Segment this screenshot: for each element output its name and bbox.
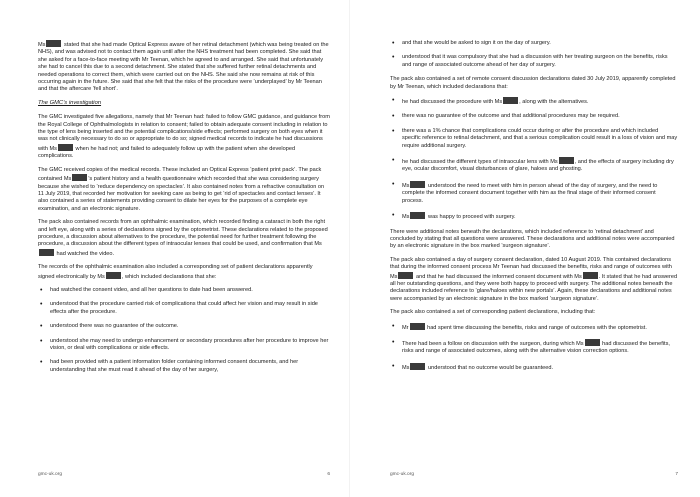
footer-site: gmc-uk.org bbox=[390, 472, 414, 477]
list-item: • understood that the procedure carried risk of complications that could affect her vision and may result in side effects after the procedure. bbox=[38, 301, 330, 316]
redaction-block bbox=[72, 174, 87, 181]
list-item: • he had discussed the different types of intraocular lens with Ms , and the effects of surgery including dry eye, ocular discomfort, visual disturbances of glare, haloes and ghosting. bbox=[390, 157, 678, 174]
page-6-content bbox=[38, 40, 330, 381]
paragraph-patient-declarations: The records of the ophthalmic examination also included a corresponding set of patient declarations apparently signed electronically by Ms , which included declarations that she: bbox=[38, 264, 313, 280]
list-item: • had watched the consent video, and all her questions to date had been answered. bbox=[38, 287, 330, 294]
list-item: • Ms was happy to proceed with surgery. bbox=[390, 212, 678, 221]
list-item: • understood there was no guarantee of the outcome. bbox=[38, 323, 330, 330]
paragraph-patient-corresponding: The pack also contained a set of corresponding patient declarations, including that: bbox=[390, 309, 596, 316]
list-item: • understood that it was compulsory that she had a discussion with her treating surgeon on the benefits, risks and range of associated outcome ahead of her day of surgery. bbox=[390, 54, 678, 69]
list-item: • there was no guarantee of the outcome and that additional procedures may be required. bbox=[390, 113, 678, 120]
redaction-block bbox=[559, 157, 574, 164]
list-item: • Mr had spent time discussing the benefits, risks and range of outcomes with the optometrist. bbox=[390, 323, 678, 332]
paragraph-allegations: The GMC investigated five allegations, namely that Mr Teenan had: failed to follow GMC guidance, and guidance from the Royal College of Ophthalmologists in relation to consent; failed to obtain adequate consent including in relation to the type of lens being inserted and the potential complications/side effects; performed surgery on both eyes when it was not clinically necessary to do so or appropriate to do so; signed medical records to indicate he had discussions with Ms when he had not; and failed to adequately follow up with the patient when she developed complications. bbox=[38, 114, 330, 160]
redaction-block bbox=[585, 339, 600, 346]
redaction-block bbox=[583, 272, 598, 279]
declaration-list bbox=[38, 287, 330, 374]
list-item: • he had discussed the procedure with Ms , along with the alternatives. bbox=[390, 97, 678, 106]
redaction-block bbox=[410, 181, 425, 188]
paragraph-medical-records: The GMC received copies of the medical records. These included an Optical Express ‘patient print pack’. The pack contained Ms ’s patient history and a health questionnaire which recorded that she was considering surgery because she wished to ‘reduce dependency on spectacles’. It also contained notes from a refractive consultation on 11 July 2019, that recorded her motivation for seeking care as being to get ‘rid of spectacles and contact lenses’. It also contained a series of statements providing consent to dilate her eyes for the purposes of a complete eye examination, and an electronic signature. bbox=[38, 166, 325, 212]
paragraph-remote-consent: The pack also contained a set of remote consent discussion declarations dated 30 July 2019, apparently completed by Mr Teenan, which included declarations that: bbox=[390, 76, 676, 90]
page-number: 6 bbox=[327, 472, 330, 477]
page-7-content bbox=[390, 40, 678, 379]
list-item: • There had been a follow on discussion with the surgeon, during which Ms had discussed the benefits, risks and range of associated outcomes, along with the alternative vision correction options. bbox=[390, 339, 678, 356]
redaction-block bbox=[106, 272, 121, 279]
page-number: 7 bbox=[675, 472, 678, 477]
redaction-block bbox=[39, 249, 54, 256]
page-footer bbox=[38, 472, 330, 477]
continued-list bbox=[390, 40, 678, 69]
paragraph-patient-account: Ms stated that she had made Optical Express aware of her retinal detachment (which was being treated on the NHS), and was advised not to contact them again until after the NHS treatment had been completed. She said that she asked for a face-to-face meeting with Mr Teenan, which he agreed to and arranged. She said that unfortunately she had to cancel this due to a second detachment. She stated that she suffered further retinal detachments and needed operations to correct them, which were carried out on the NHS. She said she now remains at risk of this occurring again in the future. She said that she felt that the risks of the procedure were ‘underplayed’ by Mr Teenan and that the aftercare ‘fell short’. bbox=[38, 42, 329, 93]
paragraph-ophthalmic-exam: The pack also contained records from an ophthalmic examination, which recorded finding a cataract in both the right and left eye, along with a series of declarations signed by the optometrist. These declarations related to the proposed procedure, a discussion about alternatives to the procedure, the potential need for further treatment following the procedure, a discussion about the different types of intraocular lenses that could be used, and confirmation that Ms had watched the video. bbox=[38, 219, 328, 257]
section-heading: The GMC’s investigation bbox=[38, 99, 102, 106]
page-7 bbox=[350, 0, 700, 497]
list-item: • there was a 1% chance that complications could occur during or after the procedure and which included specific reference to retinal detachment, and that a serious complication could result in a loss of vision and may require additional surgery. bbox=[390, 128, 678, 150]
list-item: • Ms understood the need to meet with him in person ahead of the day of surgery, and the need to complete the informed consent document together with him as the final stage of their informed consent process. bbox=[390, 181, 678, 205]
redaction-block bbox=[46, 40, 61, 47]
page-footer bbox=[390, 472, 678, 477]
list-item: • understood she may need to undergo enhancement or secondary procedures after her procedure to improve her vision, or deal with complications or side effects. bbox=[38, 338, 330, 353]
paragraph-day-of-surgery: The pack also contained a day of surgery consent declaration, dated 10 August 2019. This contained declarations that during the informed consent process Mr Teenan had discussed the benefits, risks and range of outcomes with Ms and that he had discussed the informed consent document with Ms . It stated that he had answered all her outstanding questions, and they were both happy to proceed with surgery. The additional notes beneath the declarations included reference to ‘glare/haloes within new portals’. Again, these declarations and additional notes were accompanied by an electronic signature in the box marked ‘surgeon signature’. bbox=[390, 256, 678, 302]
redaction-block bbox=[58, 144, 73, 151]
footer-site: gmc-uk.org bbox=[38, 472, 62, 477]
redaction-block bbox=[410, 363, 425, 370]
patient-declaration-list bbox=[390, 323, 678, 373]
list-item: • Ms understood that no outcome would be guaranteed. bbox=[390, 363, 678, 372]
redaction-block bbox=[410, 212, 425, 219]
redaction-block bbox=[410, 323, 425, 330]
list-item: • had been provided with a patient information folder containing informed consent documents, and her understanding that she must read it ahead of the day of her surgery, bbox=[38, 359, 330, 374]
paragraph-additional-notes: There were additional notes beneath the declarations, which included reference to ‘retinal detachment’ and concluded by stating that all questions were answered. These declarations and additional notes were accompanied by an electronic signature in the box marked ‘surgeon signature’. bbox=[390, 228, 675, 250]
list-item-continued: • and that she would be asked to sign it on the day of surgery. bbox=[390, 40, 678, 47]
redaction-block bbox=[503, 97, 518, 104]
remote-declaration-list bbox=[390, 97, 678, 221]
redaction-block bbox=[398, 272, 413, 279]
